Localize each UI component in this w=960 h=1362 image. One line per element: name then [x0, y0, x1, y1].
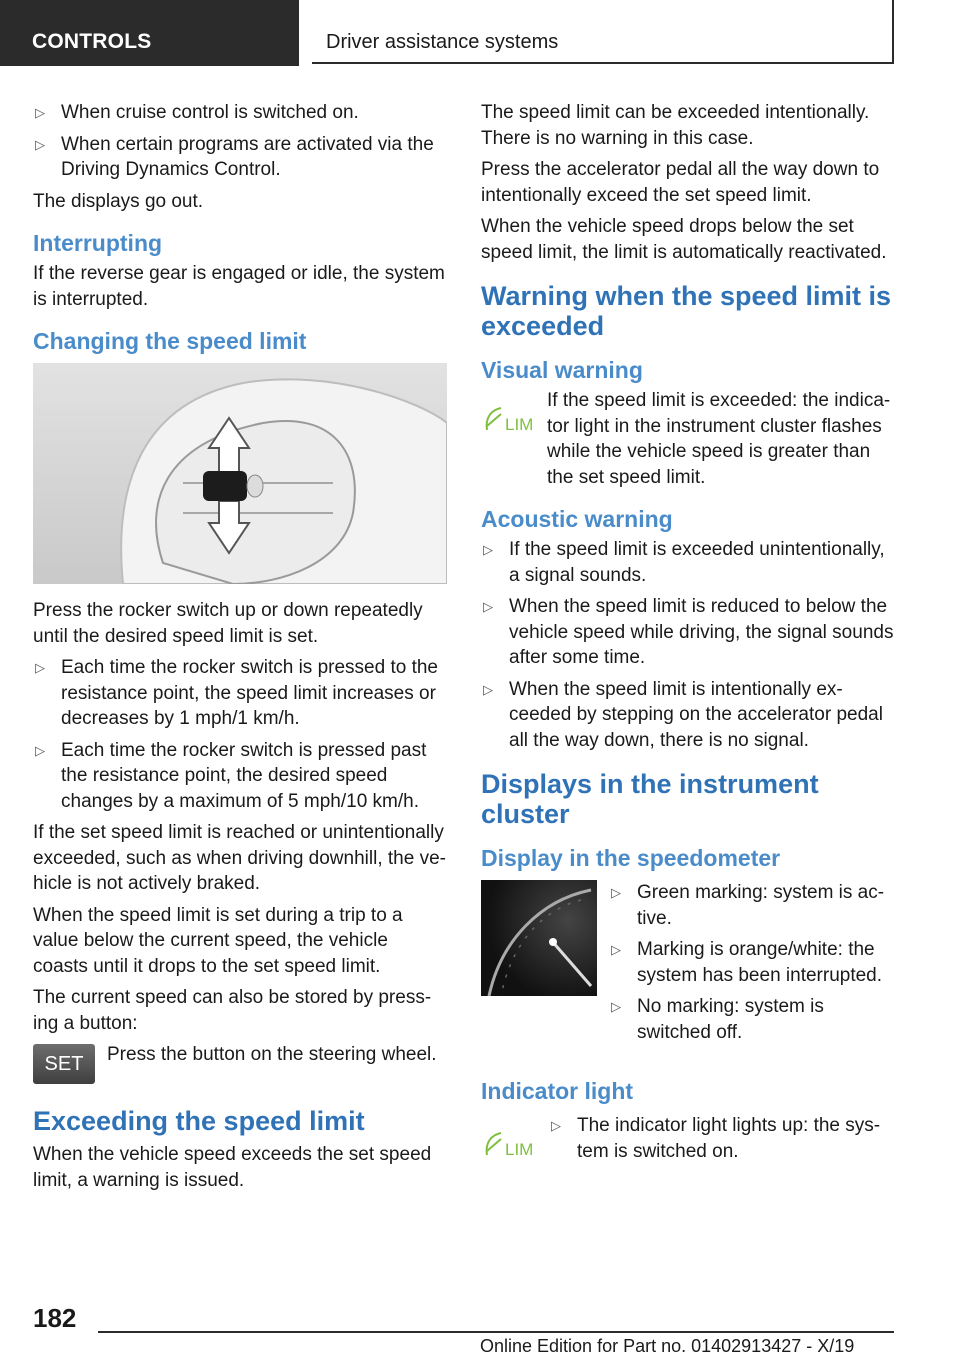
speedometer-block	[481, 880, 895, 1051]
paragraph: When the vehicle speed exceeds the set speed limit, a warning is issued.	[33, 1144, 432, 1191]
heading-visual-warning: Visual warning	[481, 357, 643, 383]
paragraph-visual-warning: If the speed limit is exceeded: the indica‐ tor light in the instrument cluster flashes while the vehicle speed is greater than the set speed limit.	[547, 390, 891, 488]
list-item: ▷ Each time the rocker switch is pressed to the resistance point, the speed limit increases or decreases by 1 mph/1 km/h.	[33, 655, 447, 732]
set-button-row	[33, 1042, 447, 1090]
list-item: ▷ When the speed limit is intentionally ex‐ ceeded by stepping on the accelerator pedal all the way down, there is no signal.	[481, 677, 895, 754]
heading-changing-speed-limit: Changing the speed limit	[33, 328, 307, 354]
paragraph: If the reverse gear is engaged or idle, the system is interrupted.	[33, 263, 445, 310]
list-item: ▷ Marking is orange/white: the system has been interrupted.	[609, 937, 895, 988]
left-column	[33, 100, 447, 1199]
list-item: ▷ No marking: system is switched off.	[609, 994, 895, 1045]
speedometer-list	[609, 880, 895, 1051]
paragraph: Press the rocker switch up or down repeatedly until the desired speed limit is set.	[33, 600, 423, 647]
list-item: ▷ The indicator light lights up: the sys‐ tem is switched on.	[549, 1113, 895, 1164]
heading-indicator-light: Indicator light	[481, 1078, 634, 1104]
paragraph: The current speed can also be stored by press‐ ing a button:	[33, 987, 432, 1034]
list-item: ▷ When cruise control is switched on.	[33, 100, 447, 126]
paragraph: Press the button on the steering wheel.	[107, 1044, 437, 1065]
lim-label: LIM	[505, 415, 534, 434]
paragraph: The displays go out.	[33, 190, 204, 212]
indicator-light-block	[481, 1113, 895, 1164]
heading-acoustic-warning: Acoustic warning	[481, 506, 673, 532]
paragraph: When the speed limit is set during a trip to a value below the current speed, the vehicle coasts until it drops to the set speed limit.	[33, 904, 403, 977]
right-column	[481, 100, 895, 1170]
paragraph: When the vehicle speed drops below the set speed limit, the limit is automatically reactivated.	[481, 216, 887, 263]
heading-warning-exceeded: Warning when the speed limit is exceeded	[481, 281, 892, 341]
speedometer-image	[481, 880, 597, 996]
set-button-icon: SET	[33, 1044, 95, 1084]
list-item: ▷ If the speed limit is exceeded unintentionally, a signal sounds.	[481, 537, 895, 588]
list-item: ▷ When certain programs are activated via the Driving Dynamics Control.	[33, 132, 447, 183]
page-number: 182	[33, 1303, 77, 1333]
heading-interrupting: Interrupting	[33, 230, 163, 256]
list-item: ▷ Green marking: system is ac‐ tive.	[609, 880, 895, 931]
paragraph: The speed limit can be exceeded intentionally. There is no warning in this case.	[481, 102, 870, 149]
footer-edition: Online Edition for Part no. 01402913427 - X/19	[480, 1336, 855, 1356]
header-chapter-tab	[312, 0, 894, 64]
heading-displays-instrument-cluster: Displays in the instrument cluster	[481, 769, 819, 829]
paragraph: If the set speed limit is reached or unintentionally exceeded, such as when driving downhill, the ve‐ hicle is not actively braked.	[33, 822, 446, 894]
footer-divider	[98, 1331, 894, 1333]
heading-exceeding-speed-limit: Exceeding the speed limit	[33, 1106, 365, 1136]
lim-label: LIM	[505, 1140, 534, 1159]
header-chapter-label: Driver assistance systems	[326, 31, 559, 53]
visual-warning-block	[481, 388, 895, 490]
lim-indicator-icon	[481, 404, 541, 434]
lim-indicator-icon	[481, 1129, 541, 1159]
list-item: ▷ When the speed limit is reduced to below the vehicle speed while driving, the signal sounds after some time.	[481, 594, 895, 671]
paragraph: Press the accelerator pedal all the way down to intentionally exceed the set speed limit.	[481, 159, 880, 206]
steering-wheel-rocker-switch-photo	[33, 363, 447, 584]
heading-display-speedometer: Display in the speedometer	[481, 845, 781, 871]
header-section-tab	[0, 0, 299, 66]
list-item: ▷ Each time the rocker switch is pressed past the resistance point, the desired speed changes by a maximum of 5 mph/10 km/h.	[33, 738, 447, 815]
header-section-label: CONTROLS	[32, 30, 152, 53]
